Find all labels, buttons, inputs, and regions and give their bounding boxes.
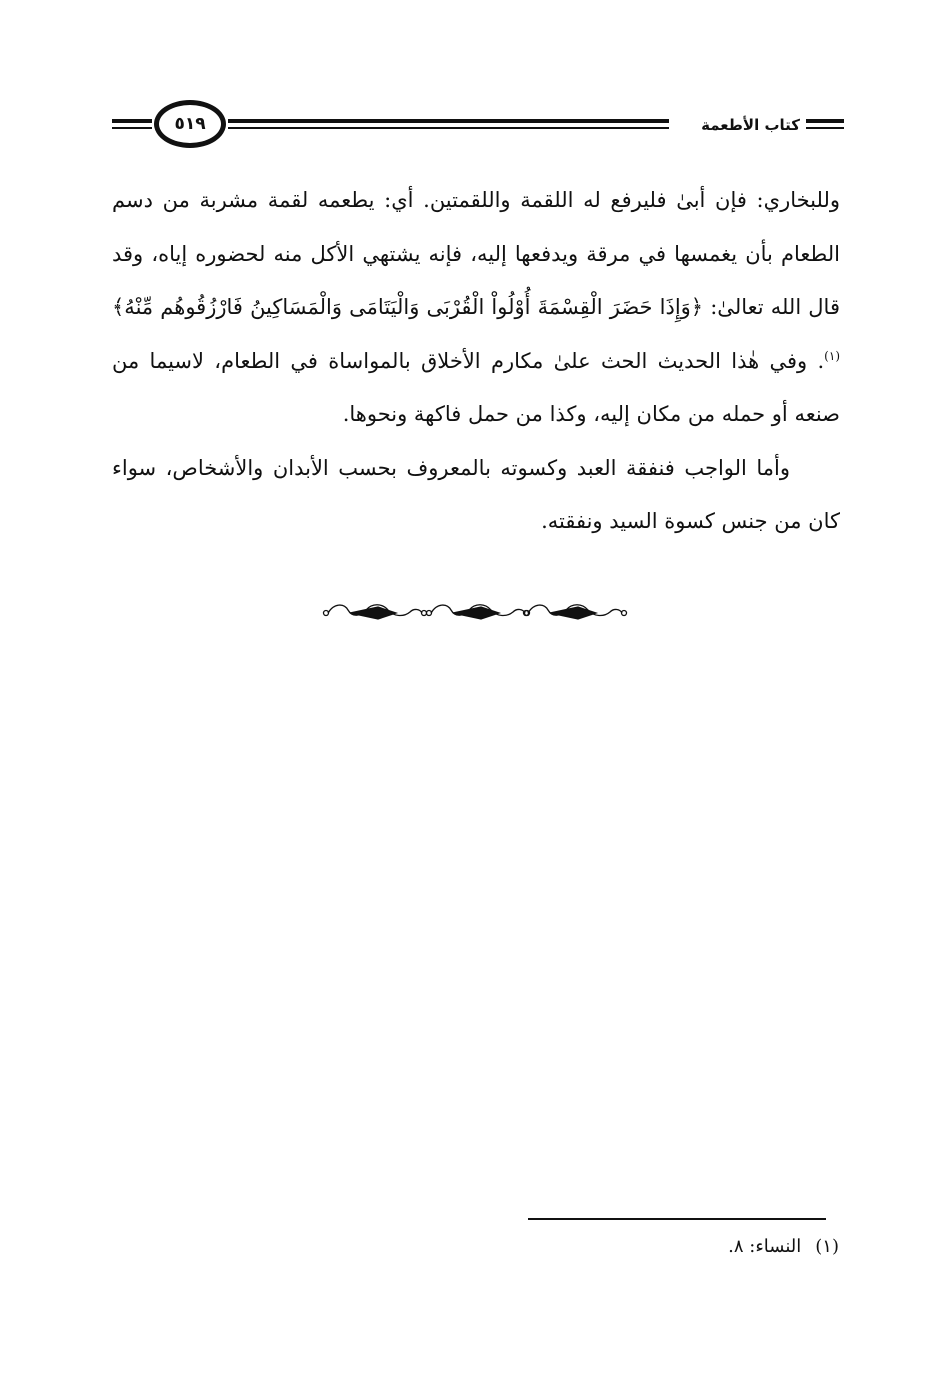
running-title: كتاب الأطعمة	[701, 116, 800, 134]
footnote-reference: (١)	[824, 348, 840, 363]
paragraph-1-part-2: . وفي هٰذا الحديث الحث علىٰ مكارم الأخلاق بالمواساة في الطعام، لاسيما من صنعه أو حمله من مكان إليه، وكذا من حمل فاكهة ونحوها.	[112, 348, 840, 426]
footnote-text: النساء: ٨.	[728, 1236, 802, 1257]
footnote-separator	[528, 1218, 826, 1220]
header-rule-right	[806, 119, 844, 131]
page-header	[112, 100, 844, 160]
header-rule-left	[112, 119, 152, 131]
footnote-number: (١)	[815, 1236, 839, 1257]
header-rule-middle	[228, 119, 669, 131]
section-end-ornament	[320, 598, 630, 628]
ornament-motif-right	[524, 605, 627, 619]
footnote-1	[728, 1236, 839, 1257]
ornament-motif-center	[427, 605, 530, 619]
paragraph-1-part-1: وللبخاري: فإن أبىٰ فليرفع له اللقمة واللقمتين. أي: يطعمه لقمة مشربة من دسم الطعام بأن يغمسها في مرقة ويدفعها إليه، فإنه يشتهي الأكل منه لحضوره إياه، وقد قال الله تعالىٰ: ﴿وَإِذَا حَضَرَ الْقِسْمَةَ أُوْلُواْ الْقُرْبَى وَالْيَتَامَى وَالْمَسَاكِينُ فَارْزُقُوهُم مِّنْهُ﴾	[112, 188, 840, 319]
page-number: ٥١٩	[154, 100, 226, 148]
paragraph-2: وأما الواجب فنفقة العبد وكسوته بالمعروف بحسب الأبدان والأشخاص، سواء كان من جنس كسوة السيد ونفقته.	[112, 455, 840, 533]
paragraph-1	[112, 174, 840, 442]
ornament-motif-left	[324, 605, 427, 619]
main-text	[112, 174, 840, 549]
